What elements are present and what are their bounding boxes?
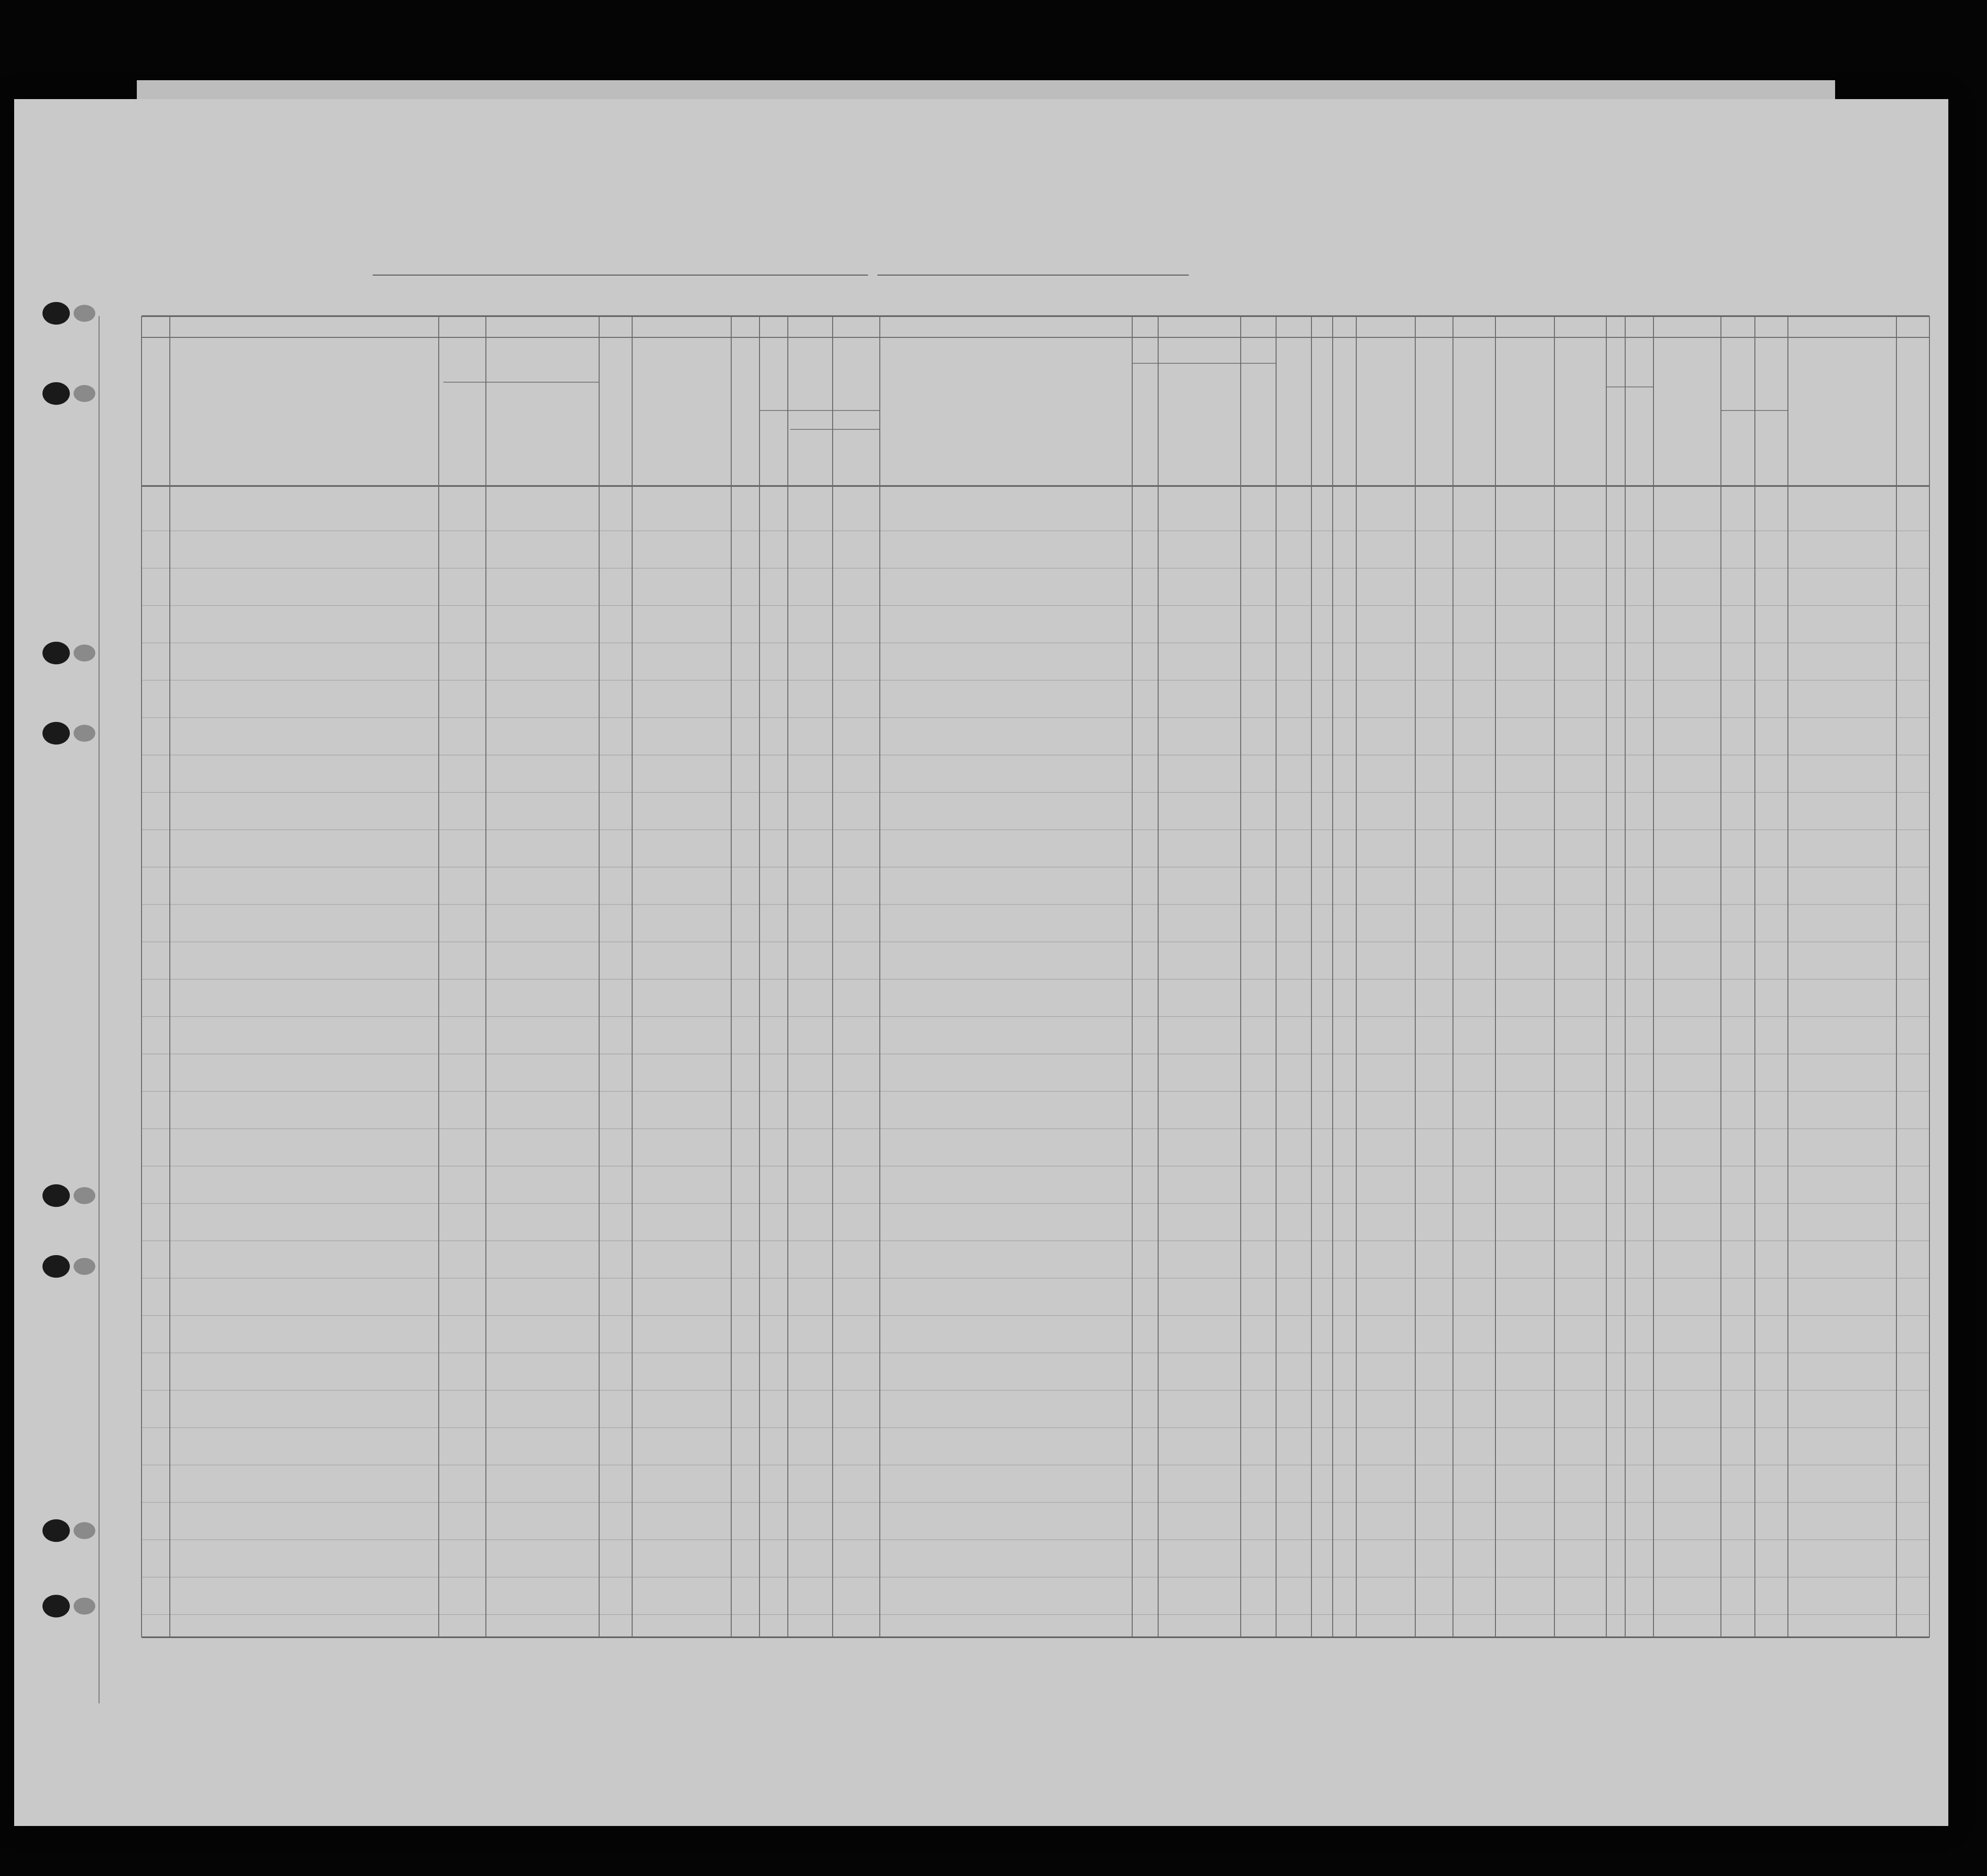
table-grid-lines bbox=[14, 99, 1948, 1826]
manifest-sheet bbox=[14, 99, 1948, 1826]
